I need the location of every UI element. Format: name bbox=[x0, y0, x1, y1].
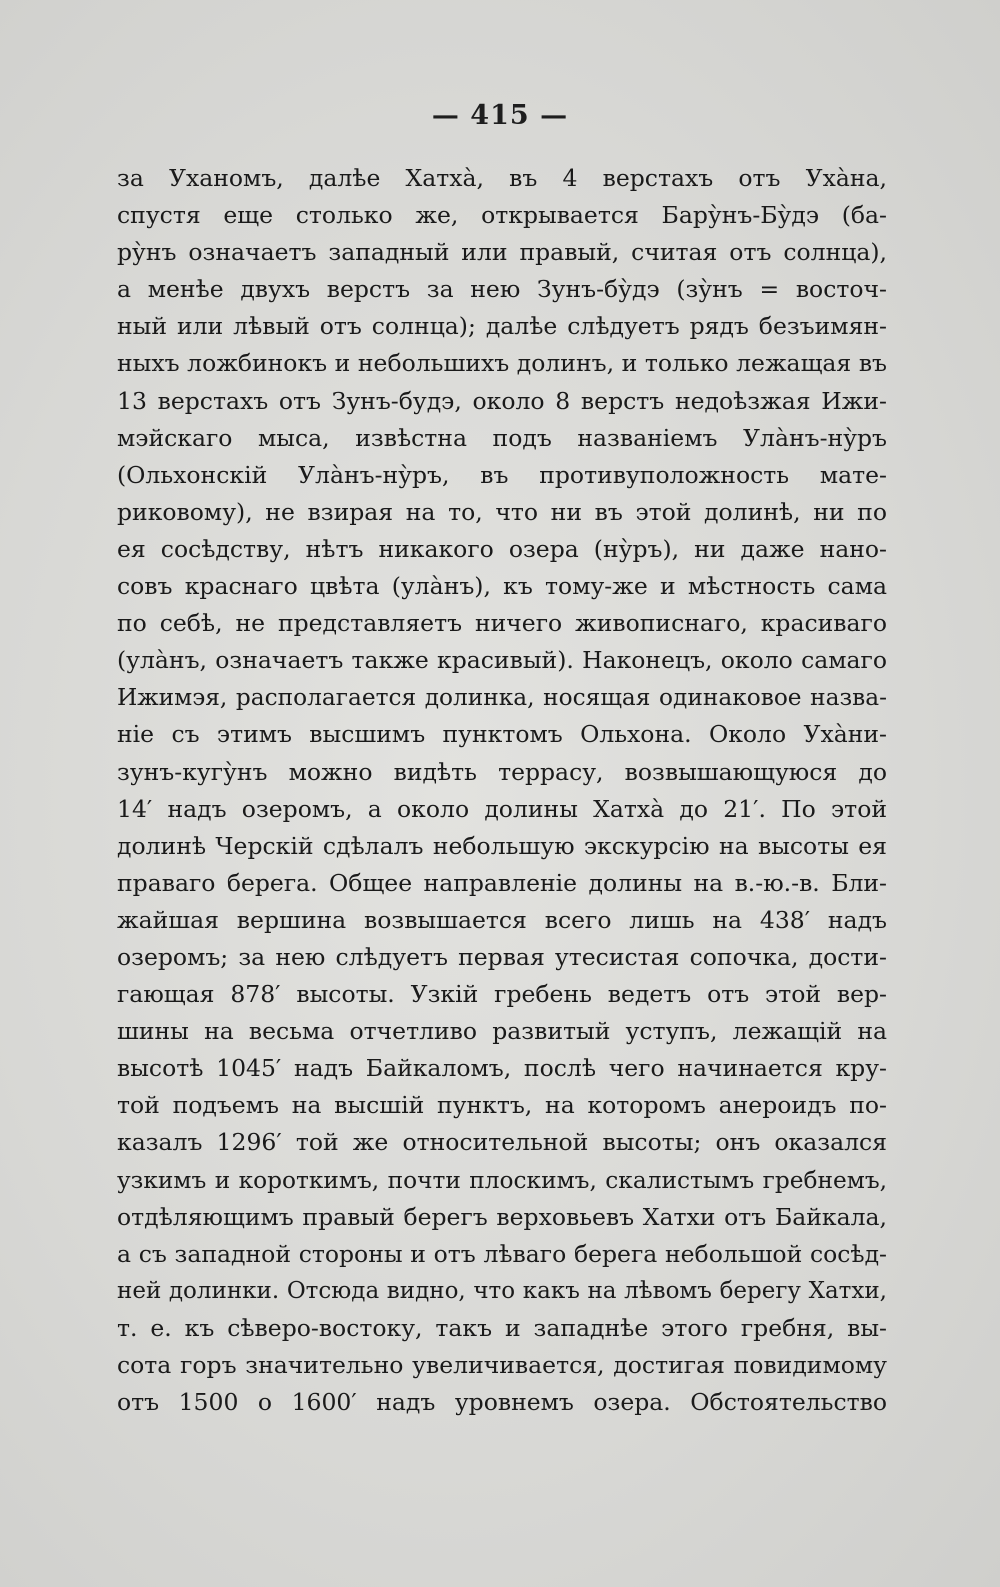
text-line: той подъемъ на высшій пунктъ, на которомъ анероидъ по- bbox=[117, 1091, 887, 1120]
text-line: совъ краснаго цвѣта (ула̀нъ), къ тому-же и мѣстность сама bbox=[117, 572, 887, 601]
text-line: зунъ-кугу̀нъ можно видѣть террасу, возвышающуюся до bbox=[117, 757, 887, 786]
text-line: праваго берега. Общее направленіе долины на в.-ю.-в. Бли- bbox=[117, 868, 887, 897]
text-line: спустя еще столько же, открывается Бару̀нъ-Бу̀дэ (ба- bbox=[117, 201, 887, 230]
text-line: отдѣляющимъ правый берегъ верховьевъ Хатхи отъ Байкала, bbox=[117, 1202, 887, 1231]
text-line: по себѣ, не представляетъ ничего живописнаго, красиваго bbox=[117, 609, 887, 638]
text-line: отъ 1500 о 1600′ надъ уровнемъ озера. Обстоятельство bbox=[117, 1388, 887, 1417]
text-line: шины на весьма отчетливо развитый уступъ, лежащій на bbox=[117, 1017, 887, 1046]
text-line: сота горъ значительно увеличивается, достигая повидимому bbox=[117, 1351, 887, 1379]
text-line: узкимъ и короткимъ, почти плоскимъ, скалистымъ гребнемъ, bbox=[117, 1166, 887, 1194]
text-line: а менѣе двухъ верстъ за нею Зунъ-бу̀дэ (зу̀нъ = восточ- bbox=[117, 275, 887, 304]
text-line: 13 верстахъ отъ Зунъ-будэ, около 8 верстъ недоѣзжая Ижи- bbox=[117, 386, 887, 415]
text-line: Ижимэя, располагается долинка, носящая одинаковое назва- bbox=[117, 684, 887, 712]
text-line: озеромъ; за нею слѣдуетъ первая утесистая сопочка, дости- bbox=[117, 942, 887, 971]
text-line: (Ольхонскій Ула̀нъ-ну̀ръ, въ противуположность мате- bbox=[117, 460, 887, 489]
text-line: 14′ надъ озеромъ, а около долины Хатха̀ до 21′. По этой bbox=[117, 794, 887, 823]
text-line: мэйскаго мыса, извѣстна подъ названіемъ Ула̀нъ-ну̀ръ bbox=[117, 423, 887, 452]
text-line: риковому), не взирая на то, что ни въ этой долинѣ, ни по bbox=[117, 497, 887, 526]
text-line: ея сосѣдству, нѣтъ никакого озера (ну̀ръ), ни даже нано- bbox=[117, 534, 887, 563]
text-line: высотѣ 1045′ надъ Байкаломъ, послѣ чего начинается кру- bbox=[117, 1054, 887, 1083]
text-line: гающая 878′ высоты. Узкій гребень ведетъ отъ этой вер- bbox=[117, 980, 887, 1009]
text-line: жайшая вершина возвышается всего лишь на 438′ надъ bbox=[117, 905, 887, 934]
text-line: (ула̀нъ, означаетъ также красивый). Наконецъ, около самаго bbox=[117, 646, 887, 675]
text-line: казалъ 1296′ той же относительной высоты; онъ оказался bbox=[117, 1128, 887, 1157]
text-line: ныхъ ложбинокъ и небольшихъ долинъ, и только лежащая въ bbox=[117, 349, 887, 378]
text-line: ней долинки. Отсюда видно, что какъ на лѣвомъ берегу Хатхи, bbox=[117, 1277, 887, 1304]
text-line: а съ западной стороны и отъ лѣваго берега небольшой сосѣд- bbox=[117, 1239, 887, 1268]
text-line: т. е. къ сѣверо-востоку, такъ и западнѣе этого гребня, вы- bbox=[117, 1313, 887, 1342]
text-line: за Уханомъ, далѣе Хатха̀, въ 4 верстахъ отъ Уха̀на, bbox=[117, 164, 887, 192]
text-line: ру̀нъ означаетъ западный или правый, считая отъ солнца), bbox=[117, 238, 887, 267]
text-line: ный или лѣвый отъ солнца); далѣе слѣдуетъ рядъ безъимян- bbox=[117, 312, 887, 341]
page-number: — 415 — bbox=[431, 100, 569, 131]
text-line: ніе съ этимъ высшимъ пунктомъ Ольхона. Около Уха̀ни- bbox=[117, 720, 887, 749]
body-text bbox=[117, 160, 887, 1421]
text-line: долинѣ Черскій сдѣлалъ небольшую экскурсію на высоты ея bbox=[117, 831, 887, 860]
